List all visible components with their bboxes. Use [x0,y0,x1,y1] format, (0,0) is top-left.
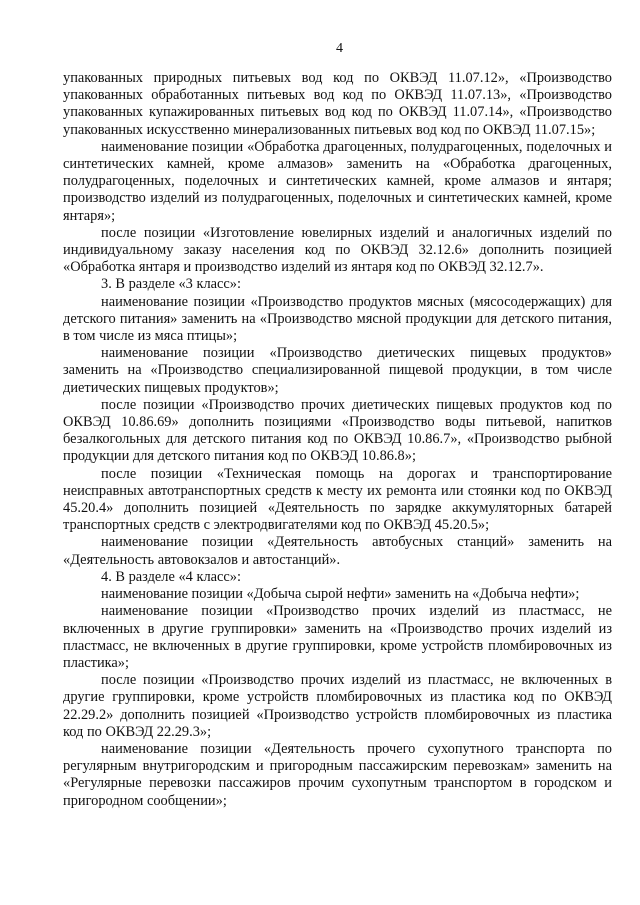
document-body [63,70,612,810]
paragraph: наименование позиции «Деятельность автобусных станций» заменить на «Деятельность автовокзалов и автостанций». [63,534,612,568]
section-heading: 4. В разделе «4 класс»: [101,568,241,585]
paragraph: наименование позиции «Производство прочих изделий из пластмасс, не включенных в другие группировки» заменить на «Производство прочих изделий из пластмасс, не включенных в другие группировки, кроме устройств пломбировочных из пластика»; [63,603,612,671]
paragraph: наименование позиции «Добыча сырой нефти» заменить на «Добыча нефти»; [101,586,580,603]
paragraph: после позиции «Производство прочих диетических пищевых продуктов код по ОКВЭД 10.86.69» дополнить позициями «Производство воды питьевой, напитков безалкогольных для детского питания код по ОКВЭД 10.86.7», «Производство рыбной продукции для детского питания код по ОКВЭД 10.86.8»; [63,396,612,465]
paragraph: наименование позиции «Производство продуктов мясных (мясосодержащих) для детского питания» заменить на «Производство мясной продукции для детского питания, в том числе из мяса птицы»; [63,293,612,345]
section-heading: 3. В разделе «3 класс»: [101,276,241,293]
paragraph: после позиции «Изготовление ювелирных изделий и аналогичных изделий по индивидуальному заказу населения код по ОКВЭД 32.12.6» дополнить позицией «Обработка янтаря и производство изделий из янтаря код по ОКВЭД 32.12.7». [63,224,612,276]
paragraph: наименование позиции «Производство диетических пищевых продуктов» заменить на «Производство специализированной пищевой продукции, в том числе диетических пищевых продуктов»; [63,345,612,396]
paragraph: упакованных природных питьевых вод код по ОКВЭД 11.07.12», «Производство упакованных обработанных питьевых вод код по ОКВЭД 11.07.13», «Производство упакованных купажированных питьевых вод код по ОКВЭД 11.07.14», «Производство упакованных искусственно минерализованных питьевых вод код по ОКВЭД 11.07.15»; [63,70,612,138]
paragraph: наименование позиции «Деятельность прочего сухопутного транспорта по регулярным внутригородским и пригородным пассажирским перевозкам» заменить на «Регулярные перевозки пассажиров прочим сухопутным транспортом в городском и пригородном сообщении»; [63,740,612,809]
page-number: 4 [336,41,343,56]
paragraph: наименование позиции «Обработка драгоценных, полудрагоценных, поделочных и синтетических камней, кроме алмазов» заменить на «Обработка драгоценных, полудрагоценных, поделочных и синтетических камней, кроме алмазов и янтаря; производство изделий из полудрагоценных, поделочных и синтетических камней, кроме янтаря»; [63,138,612,224]
paragraph: после позиции «Производство прочих изделий из пластмасс, не включенных в другие группировки, кроме устройств пломбировочных из пластика код по ОКВЭД 22.29.2» дополнить позицией «Производство устройств пломбировочных из пластика код по ОКВЭД 22.29.3»; [63,672,612,740]
paragraph: после позиции «Техническая помощь на дорогах и транспортирование неисправных автотранспортных средств к месту их ремонта или стоянки код по ОКВЭД 45.20.4» дополнить позицией «Деятельность по зарядке аккумуляторных батарей транспортных средств с электродвигателями код по ОКВЭД 45.20.5»; [63,465,612,534]
